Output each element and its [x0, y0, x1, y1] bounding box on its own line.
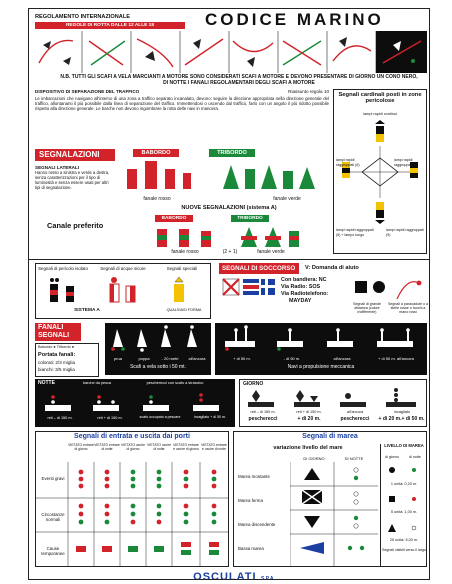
divider-1 [29, 259, 430, 260]
isolated-danger-label: Segnali di pericolo isolato [38, 266, 88, 271]
sail-anchor: all'ancora [188, 356, 206, 361]
night-fishing: barche da pesca [82, 381, 112, 385]
motor-over-50: + di 50 m. [233, 356, 251, 361]
night-trawlers: pescherecci con scafo a strascico [146, 381, 204, 385]
tide-level-title: LIVELLO DI MAREA [384, 443, 424, 448]
distress-mayday: MAYDAY [289, 298, 312, 304]
day-over-20-2: + di 20 m. [378, 416, 402, 422]
tribordo-label: TRIBORDO [209, 149, 255, 157]
motor-under-50: - di 50 m. [283, 356, 301, 361]
day-anchor: all'ancora [346, 410, 364, 414]
lights-range-colored: colorati: 2/3 miglia [38, 360, 76, 365]
day-trawler-1: pescherecci [248, 416, 278, 422]
system-a-label: SISTEMA A [74, 308, 100, 313]
lateral-text: Hanno rosso a sinistra e verde a destra, senza caratterizzazioni per il tipo di luminosità e senza essere usati per altri tipi di segnalazione. [35, 170, 110, 190]
new-signals-label: NUOVE SEGNALAZIONI (sistema A) [181, 205, 277, 211]
distress-header: SEGNALI DI SOCCORSO [219, 263, 299, 274]
night-aground: incagliato + di 50 m. [193, 415, 227, 419]
lights-range-white: bianchi: 3/5 miglia [38, 367, 75, 372]
port-head-4: VIETATO uscire di notte [147, 443, 171, 451]
tide-title: Segnali di marea [302, 433, 358, 440]
sail-caption: Scafi a vela sotto i 50 mt. [130, 364, 186, 370]
tide-slack: Marea ferma [238, 498, 263, 503]
cardinal-marks-svg [334, 120, 426, 230]
tide-level-night: di notte [409, 455, 421, 459]
tide-shapes-svg [290, 462, 378, 566]
cardinal-lamp-south: lampi rapidi raggruppati (6) + lampo lungo [336, 228, 374, 238]
motor-lights-svg [215, 325, 427, 355]
distress-radio-line: Via Radio: SOS [281, 284, 321, 290]
right-of-way-diagrams [33, 31, 427, 73]
lights-box-head: Babordo ● Tribordo ● [38, 345, 75, 349]
distress-subtitle: V: Domanda di aiuto [305, 265, 359, 271]
port-signals-title: Segnali di entrata e uscita dai porti [74, 433, 190, 440]
lateral-subtitle: SEGNALI LATERALI [35, 165, 80, 170]
lateral-marks-svg [121, 159, 331, 195]
tide-night-head: DI NOTTE [344, 456, 364, 461]
sailing-lights-panel [105, 323, 211, 375]
regulation-label: REGOLAMENTO INTERNAZIONALE [35, 14, 130, 20]
port-row-serious: Eventi gravi [41, 476, 65, 481]
port-head-3: VIETATO uscire di giorno [121, 443, 145, 451]
distress-visual-svg [351, 275, 427, 301]
day-panel [239, 379, 427, 427]
cardinal-lamp-north: lampi rapidi continui [363, 112, 397, 116]
motor-caption: Navi a propulsione meccanica [287, 364, 355, 370]
tide-falling: Marea discendente [238, 522, 276, 527]
lights-info [35, 323, 101, 379]
right-of-way-svg [33, 31, 427, 73]
day-over-20-1: + di 20 m. [297, 416, 321, 422]
motor-lights-panel [215, 323, 427, 375]
tide-signals-panel [233, 431, 427, 567]
tide-variation-label: variazione livello del mare [273, 445, 343, 451]
distress-phone-line: Via Radiotelefono: [281, 291, 329, 297]
sail-bow: prua [113, 356, 122, 361]
port-row-normal: Circostanze normali [41, 512, 65, 523]
tide-low: Bassa marea [238, 546, 264, 551]
day-title: GIORNO [243, 381, 264, 387]
main-title: CODICE MARINO [205, 10, 384, 29]
motor-anchor: all'ancora [333, 356, 351, 361]
day-trawler-2: pescherecci [340, 416, 370, 422]
isolated-marks-panel [35, 263, 211, 319]
signals-header: SEGNALAZIONI [35, 149, 115, 161]
marine-code-chart [28, 8, 430, 580]
traffic-text: Le imbarcazioni che navigano all'interno di una zona a traffico separato incanalato, devono: seguire la direzione appropriata nella direzione generale del traffico, allontanarsi il più possibile dalla linea di separazione del traffico. Immettendosi o uscendo dal traffico, farlo con un angolo il più ridotto possibile rispetto alla direzione generale. Le barche non devono ingombrare la rotta delle navi in manovra. [35, 96, 329, 111]
cardinal-title: Segnali cardinali posti in zone pericolose [338, 92, 422, 105]
port-head-6: VIETATO entrare e uscire di notte [201, 443, 227, 451]
babordo-label: BABORDO [133, 149, 179, 157]
safe-water-label: Segnali di acque sicure [100, 266, 146, 271]
channel-fanale-verde: fanale verde [257, 249, 285, 255]
day-shapes-svg [240, 388, 426, 410]
channel-marks-svg [149, 223, 329, 249]
traffic-ref: Riassunto regola 10 [288, 89, 329, 94]
fanale-rosso-label: fanale rosso [143, 196, 171, 202]
sail-stern: poppa [138, 356, 150, 361]
tide-level-note: Segnali visibili verso il largo [382, 548, 426, 552]
special-marks-label: Segnali speciali [166, 266, 198, 271]
lights-range-title: Portata fanali: [38, 352, 76, 358]
distress-caption-1: Segnali di grande distanza (colore indifferente) [353, 302, 381, 315]
traffic-title: DISPOSITIVO DI SEPARAZIONE DEL TRAFFICO [35, 89, 140, 94]
night-panel [35, 379, 235, 427]
distress-flag-line: Con bandiera: NC [281, 277, 327, 283]
preferred-channel-label: Canale preferito [47, 221, 104, 230]
channel-fanale-rosso: fanale rosso [171, 249, 199, 255]
cardinal-lamp-south-b: lampi rapidi raggruppati (9) [386, 228, 424, 238]
night-lights-svg [35, 391, 235, 415]
cardinal-lamp-east: lampi rapidi raggruppati (3) [394, 158, 418, 168]
channel-babordo: BABORDO [155, 215, 193, 222]
distress-caption-2: Segnali a paracadute o a stelle rosse o fuochi a mano rossi [388, 302, 428, 315]
port-signals-panel [35, 431, 229, 567]
sailing-lights-svg [105, 325, 211, 355]
cardinal-panel [333, 89, 427, 254]
port-signals-grid-svg [36, 462, 228, 566]
port-head-1: VIETATO entrare di giorno [68, 443, 94, 451]
tide-level-column [380, 444, 426, 566]
day-aground: incagliato [393, 410, 411, 414]
cardinal-lamp-west: lampi rapidi raggruppati (6) [336, 158, 360, 168]
night-nets-over: reti + di 150 m. [97, 416, 123, 420]
brand-name: OSCULATI [193, 571, 257, 580]
night-title: NOTTE [38, 380, 55, 386]
any-shape-label: QUALSIASI FORMA [166, 308, 202, 312]
tide-level-day: di giorno [385, 455, 399, 459]
port-head-5: VIETATO entrare e uscire di giorno [173, 443, 199, 451]
brand [149, 567, 319, 579]
day-nets-over: reti + di 150 m. [296, 410, 322, 414]
sail-under-20: - 20 metri [161, 356, 179, 361]
brand-suffix: S.P.A. [261, 576, 275, 580]
day-over-50: + di 50 m. [401, 416, 425, 422]
distress-flags-svg [221, 277, 277, 299]
isolated-marks-svg [36, 276, 210, 306]
night-nets-under: reti – di 150 m. [47, 416, 73, 420]
day-nets-under: reti – di 150 m. [250, 410, 276, 414]
tide-level-25: 25 unità: 5,00 m. [389, 538, 419, 542]
night-busy-fishing: scafo occupato a pescare [139, 415, 181, 419]
tide-day-head: DI GIORNO [303, 456, 325, 461]
tide-rising: Marea montante [238, 474, 270, 479]
port-head-2: VIETATO entrare di notte [94, 443, 120, 451]
fanale-verde-label: fanale verde [273, 196, 301, 202]
rule-bar: REGOLE DI ROTTA DALLE 12 ALLE 18 [35, 22, 185, 29]
tide-level-5: 5 unità: 1,00 m. [390, 510, 418, 514]
channel-mid: (2 + 1) [222, 249, 238, 255]
notice-text: N.B. TUTTI GLI SCAFI A VELA MARCIANTI A MOTORE SONO CONSIDERATI SCAFI A MOTORE E DEVONO PRESENTARE DI GIORNO UN CONO NERO, DI NOTTE I FANALI REGOLAMENTARI DEGLI SCAFI A MOTORE [60, 74, 418, 86]
channel-tribordo: TRIBORDO [231, 215, 269, 222]
lights-header: FANALI SEGNALI [35, 323, 81, 341]
port-row-temporary: Cause temporanee [41, 546, 65, 557]
lights-range-box [35, 343, 99, 377]
tide-level-1: 1 unità: 0,20 m. [390, 482, 418, 486]
motor-over-50-anchor: + di 50 m. all'ancora [378, 356, 414, 361]
